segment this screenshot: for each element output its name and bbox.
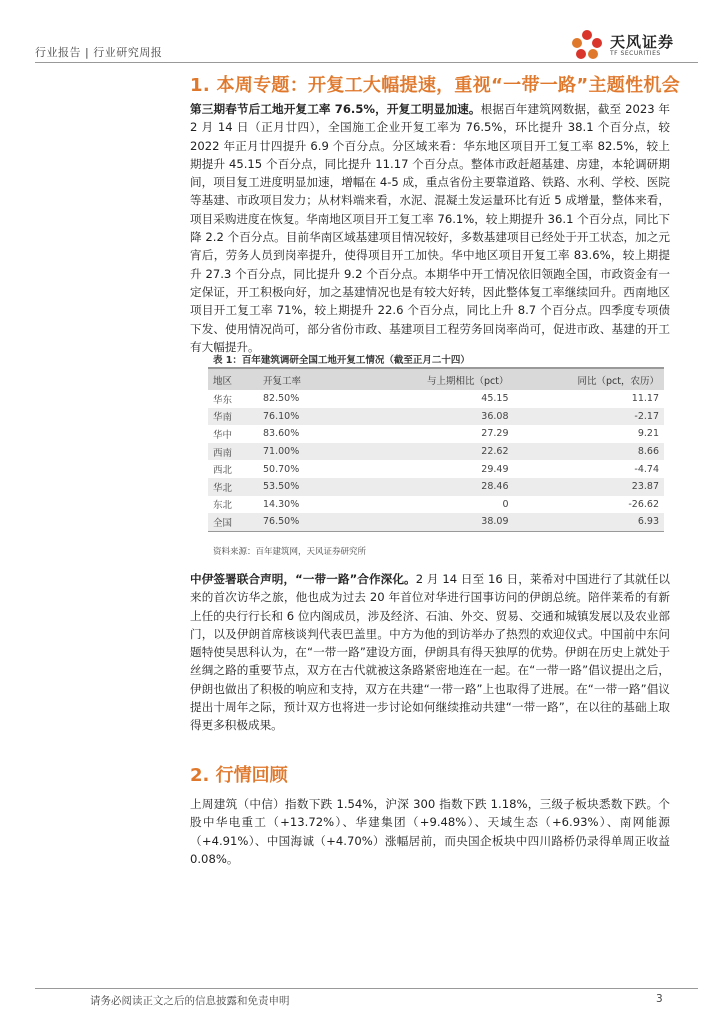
header-vs-prev: 与上期相比（pct） [363, 368, 514, 390]
section1-paragraph2 [190, 570, 670, 735]
cell-vs-prev: 22.62 [363, 443, 514, 461]
cell-region: 华东 [208, 390, 258, 408]
cell-region: 西南 [208, 443, 258, 461]
table-row [208, 425, 664, 443]
cell-region: 西北 [208, 460, 258, 478]
cell-rate: 76.50% [258, 513, 363, 531]
table-caption-text: 百年建筑调研全国工地开复工情况（截至正月二十四） [241, 355, 470, 366]
header-yoy: 同比（pct，农历） [514, 368, 665, 390]
table-caption-label: 表 1： [213, 355, 242, 366]
paragraph2-lead: 中伊签署联合声明，“一带一路”合作深化。 [190, 572, 416, 586]
cell-rate: 14.30% [258, 496, 363, 514]
cell-rate: 83.60% [258, 425, 363, 443]
cell-rate: 71.00% [258, 443, 363, 461]
table-source: 资料来源：百年建筑网，天风证券研究所 [213, 547, 367, 557]
paragraph2-body: 2 月 14 日至 16 日，莱希对中国进行了其就任以来的首次访华之旅，他也成为过去 20 年首位对华进行国事访问的伊朗总统。陪伴莱希的有新上任的央行行长和 6 位内阁成员，涉及经济、石油、外交、贸易、交通和城镇发展以及农业部门，以及伊朗首席核谈判代表巴盖里。中方为他的到访举办了热烈的欢迎仪式。中国前中东问题特使吴思科认为，在“一带一路”建设方面，伊朗具有得天独厚的优势。伊朗在历史上就处于丝绸之路的重要节点，双方在古代就被这条路紧密地连在一起。在“一带一路”倡议提出之后，伊朗也做出了积极的响应和支持，双方在共建“一带一路”上也取得了进展。在“一带一路”倡议提出十周年之际，预计双方也将进一步讨论如何继续推动共建“一带一路”，在以往的基础上取得更多积极成果。 [190, 572, 670, 733]
cell-yoy: -2.17 [514, 408, 665, 426]
paragraph1-lead: 第三期春节后工地开复工率 76.5%，开复工明显加速。 [190, 102, 481, 116]
brand-name-en: TF SECURITIES [610, 50, 661, 57]
cell-vs-prev: 45.15 [363, 390, 514, 408]
table-row [208, 460, 664, 478]
page-number: 3 [656, 993, 663, 1005]
table-row [208, 443, 664, 461]
cell-vs-prev: 29.49 [363, 460, 514, 478]
cell-rate: 82.50% [258, 390, 363, 408]
cell-vs-prev: 28.46 [363, 478, 514, 496]
cell-vs-prev: 38.09 [363, 513, 514, 531]
cell-yoy: 9.21 [514, 425, 665, 443]
table-row [208, 408, 664, 426]
header-divider [35, 62, 698, 63]
cell-yoy: 11.17 [514, 390, 665, 408]
cell-yoy: 23.87 [514, 478, 665, 496]
table-header-row [208, 368, 664, 390]
cell-yoy: 6.93 [514, 513, 665, 531]
cell-region: 东北 [208, 496, 258, 514]
cell-region: 华北 [208, 478, 258, 496]
table-row [208, 478, 664, 496]
cell-vs-prev: 0 [363, 496, 514, 514]
cell-region: 华南 [208, 408, 258, 426]
cell-yoy: -26.62 [514, 496, 665, 514]
paragraph1-body: 根据百年建筑网数据，截至 2023 年 2 月 14 日（正月廿四），全国施工企业开复工率为 76.5%，环比提升 38.1 个百分点，较 2022 年正月廿四提升 6.9 个百分点。分区域来看：华东地区项目开工复工率 82.5%，较上期提升 45.15 个百分点，同比提升 11.17 个百分点。整体市政赶超基建、房建，本轮调研期间，项目复工进度明显加速，增幅在 4-5 成，重点省份主要靠道路、铁路、水利、学校、医院等基建、市政项目发力；从材料端来看，水泥、混凝土发运量环比有近 5 成增量，整体来看，项目采购进度在恢复。华南地区项目开工复工率 76.1%，较上期提升 36.1 个百分点，同比下降 2.2 个百分点。目前华南区域基建项目情况较好，多数基建项目已经处于开工状态，加之元宵后，劳务人员到岗率提升，使得项目开工加快。华中地区项目开复工率 83.6%，较上期提升 27.3 个百分点，同比提升 9.2 个百分点。本期华中开工情况依旧领跑全国，市政资金有一定保证，开工积极向好，加之基建情况也是有较大好转，因此整体复工率继续回升。西南地区项目开工复工率 71%，较上期提升 22.6 个百分点，同比上升 8.7 个百分点。四季度专项债下发、使用情况尚可，部分省份市政、基建项目工程劳务回岗率尚可，促进市政、基建的开工有大幅提升。 [190, 102, 670, 354]
flower-logo-icon [568, 28, 606, 62]
section2-title: 2. 行情回顾 [190, 765, 288, 786]
brand-logo [568, 28, 698, 62]
cell-vs-prev: 36.08 [363, 408, 514, 426]
section1-paragraph1 [190, 100, 670, 356]
cell-rate: 53.50% [258, 478, 363, 496]
table-caption [213, 352, 470, 366]
footer-disclaimer: 请务必阅读正文之后的信息披露和免责申明 [90, 995, 290, 1007]
cell-yoy: -4.74 [514, 460, 665, 478]
footer-divider [35, 988, 698, 989]
header-rate: 开复工率 [258, 368, 363, 390]
cell-rate: 76.10% [258, 408, 363, 426]
header-region: 地区 [208, 368, 258, 390]
table-row [208, 496, 664, 514]
cell-vs-prev: 27.29 [363, 425, 514, 443]
brand-name-cn: 天风证券 [610, 33, 675, 51]
section2-paragraph: 上周建筑（中信）指数下跌 1.54%，沪深 300 指数下跌 1.18%，三级子板块悉数下跌。个股中华电重工（+13.72%）、华建集团（+9.48%）、天域生态（+6.93%）、南网能源（+4.91%）、中国海诚（+4.70%）涨幅居前，而央国企板块中四川路桥仍录得单周正收益 0.08%。 [190, 797, 670, 866]
table-row [208, 390, 664, 408]
header-category: 行业报告 | 行业研究周报 [35, 46, 163, 59]
cell-region: 华中 [208, 425, 258, 443]
section1-title: 1. 本周专题：开复工大幅提速，重视“一带一路”主题性机会 [190, 75, 680, 96]
table-row [208, 513, 664, 531]
construction-resumption-table [208, 367, 664, 532]
cell-region: 全国 [208, 513, 258, 531]
cell-rate: 50.70% [258, 460, 363, 478]
cell-yoy: 8.66 [514, 443, 665, 461]
